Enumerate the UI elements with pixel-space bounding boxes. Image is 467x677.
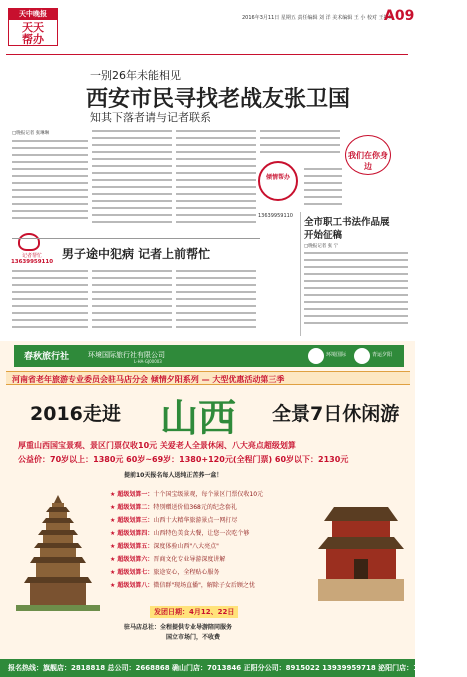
ad-subtitle: 河南省老年旅游专业委员会驻马店分会 倾情夕阳系列 — 大型优惠活动第三季 [12,375,285,384]
perk-item: ★ 超级划算三：山西十大精华旅游景点一网打尽 [110,517,238,524]
ad-agency-bar [14,345,404,367]
masthead-rule [6,54,408,55]
story2-column-3 [176,270,256,336]
stamp-text: 倾情帮办 [265,174,290,181]
story2-title: 男子途中犯病 记者上前帮忙 [62,247,211,261]
globe-logo-icon [308,348,324,364]
issue-meta: 2016年3月11日 星期五 责任编辑 刘 洋 美术编辑 王 小 校对 王振峰 [242,15,394,21]
ad-contact-line1: 驻马店总社：全程提供专业导游陪同服务 [124,624,233,631]
perk-item: ★ 超级划算一：十个国宝级景观，每个景区门票仅收10元 [110,491,264,498]
hotline-label: 记者帮忙 [21,253,42,259]
story3-byline: □晚报记者 张 宁 [304,244,339,249]
departure-dates: 发团日期：4月12、22日 [150,606,238,618]
perk-item: ★ 超级划算二：特别赠送价值368元的纪念套礼 [110,504,237,511]
ad-headline [30,391,400,440]
ad-bonus-line: 提前10天报名每人送纯正苦荞一盒！ [124,472,223,479]
star-icon: ★ [110,556,116,563]
ad-subtitle-bar [6,371,410,385]
sunset-logo-icon [354,348,370,364]
star-icon: ★ [110,517,116,524]
column-name-line1: 天天 [22,21,44,34]
article-kicker: 一别26年未能相见 [90,69,181,82]
story3-body [304,252,408,336]
travel-advertisement [0,341,467,677]
star-icon: ★ [110,582,116,589]
star-icon: ★ [110,491,116,498]
story2-rule [12,238,260,239]
article-column-2 [92,130,172,228]
star-icon: ★ [110,530,116,537]
column-divider [300,212,301,336]
help-stamp [258,161,298,201]
temple-illustration [318,491,404,601]
ad-big-calligraphy: 山西 [160,395,237,440]
hotline-number: 13639959110 [10,259,54,265]
column-brand [8,8,58,46]
ad-logo2-label: 青运夕阳 [372,352,393,358]
ad-year-label: 2016走进 [30,403,121,425]
ad-logos [308,346,404,366]
perk-item: ★ 超级划算六：晋商文化专业导游深度讲解 [110,556,226,563]
perk-item: ★ 超级划算七：旅途安心，全程贴心服务 [110,569,220,576]
ad-branch-name: 环境国际旅行社有限公司 [88,351,165,359]
star-icon: ★ [110,569,116,576]
stamp-side-text [304,168,342,212]
star-icon: ★ [110,543,116,550]
ad-price-line: 公益价：70岁以上：1380元 60岁~69岁：1380+120元(全程门票) 60岁以下：2130元 [18,455,349,464]
hotline-heart-icon [18,233,40,251]
article-subhead: 知其下落者请与记者联系 [90,111,211,124]
story3-title-line2: 开始征稿 [304,230,343,241]
masthead [6,8,415,52]
pagoda-illustration [16,491,100,611]
ad-tour-label: 全景7日休闲游 [272,403,400,425]
ad-contact-line2: 国立市场门，不收费 [166,634,221,641]
ad-logo1-label: 环境国际 [326,352,347,358]
perk-item: ★ 超级划算五：深度体验山西"八大亮点" [110,543,219,550]
story2-column-1 [12,270,88,336]
reporter-phone: 13639959110 [258,213,293,219]
ad-hotline-text: 报名热线：旗舰店：2818818 总公司：2668868 确山门店：7013846 正阳分公司：8915022 13939959718 泌阳门店：13513996155 [8,664,467,672]
ad-agency-name: 春秋旅行社 [24,352,70,362]
article-column-4 [260,130,340,160]
newspaper-name: 天中晚报 [9,9,57,20]
badge-text: 我们在你身边 [348,151,388,171]
article-column-1 [12,140,88,228]
article-headline: 西安市民寻找老战友张卫国 [86,86,351,112]
ad-hotline-bar [0,659,467,677]
ad-license: L-HA-GJ00003 [134,359,162,364]
story3-title-line1: 全市职工书法作品展 [304,217,390,228]
perk-item: ★ 超级划算八：微信群"现场直播"，解除子女后顾之忧 [110,582,255,589]
story2-column-2 [92,270,172,336]
article-byline: □晚报记者 张琳琳 [12,131,50,136]
page-number: A09 [384,8,415,24]
star-icon: ★ [110,504,116,511]
service-badge [345,135,391,175]
column-name-line2: 帮办 [22,33,44,46]
perk-item: ★ 超级划算四：山西特色美食大餐，让您一次吃个够 [110,530,250,537]
ad-highlight-1: 厚重山西国宝景观、景区门票仅收10元 关爱老人全景休闲、八大亮点超级划算 [18,441,296,450]
article-column-3 [176,130,256,228]
